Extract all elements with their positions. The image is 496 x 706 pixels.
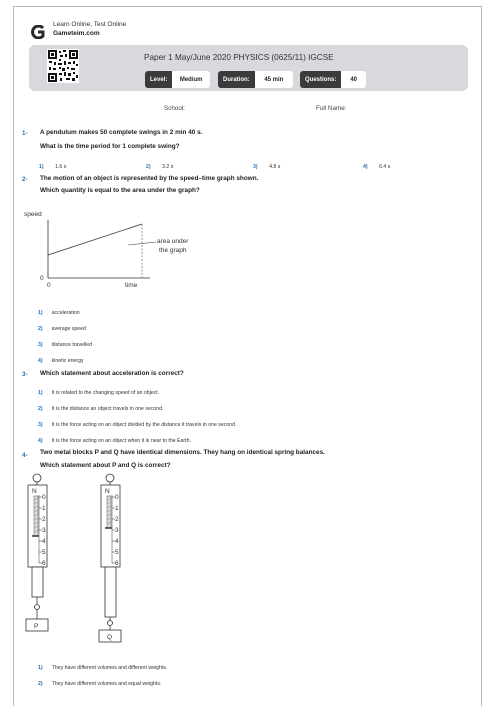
scale-mark: 3 — [115, 527, 119, 534]
graph-line — [48, 224, 142, 255]
graph-origin-y: 0 — [40, 275, 44, 282]
question-number: 3- — [22, 371, 28, 378]
scale-mark: 2 — [42, 516, 46, 523]
questions-badge — [300, 71, 366, 88]
qr-code-icon — [47, 49, 79, 83]
scale-mark: 6 — [115, 560, 119, 567]
level-label: Level: — [145, 71, 172, 88]
answer-option-4[interactable]: 4) It is the force acting on an object when it is near to the Earth. — [38, 438, 191, 444]
question-subtext: What is the time period for 1 complete swing? — [40, 143, 180, 150]
answer-option-1[interactable]: 1) 1.6 s — [39, 164, 67, 170]
questions-label: Questions: — [300, 71, 341, 88]
scale-mark: 5 — [115, 549, 119, 556]
answer-option-2[interactable]: 2) They have different volumes and equal weights. — [38, 681, 162, 687]
answer-option-3[interactable]: 3) It is the force acting on an object divided by the distance it travels in one second. — [38, 422, 237, 428]
question-text: The motion of an object is represented by the speed–time graph shown. — [40, 175, 259, 182]
graph-origin-x: 0 — [47, 282, 51, 289]
question-subtext: Which statement about P and Q is correct? — [40, 462, 171, 469]
graph-annotation-line2: the graph — [159, 247, 187, 254]
speed-time-graph — [20, 200, 220, 292]
answer-option-3[interactable]: 3) distance travelled — [38, 342, 92, 348]
spring-balance-q — [95, 473, 129, 645]
level-badge — [145, 71, 210, 88]
scale-mark: 4 — [115, 538, 119, 545]
question-subtext: Which quantity is equal to the area under the graph? — [40, 187, 200, 194]
scale-mark: 2 — [115, 516, 119, 523]
balance-rod — [32, 567, 43, 597]
questions-value: 40 — [341, 71, 366, 88]
gameteim-logo-icon — [30, 25, 46, 39]
spring-balance-p — [22, 473, 56, 633]
answer-option-1[interactable]: 1) They have different volumes and different weights. — [38, 665, 168, 671]
scale-mark: 4 — [42, 538, 46, 545]
scale-mark: 5 — [42, 549, 46, 556]
answer-option-2[interactable]: 2) 3.2 s — [146, 164, 174, 170]
hook-icon — [108, 621, 113, 626]
answer-option-1[interactable]: 1) It is related to the changing speed of an object. — [38, 390, 160, 396]
answer-option-3[interactable]: 3) 4.8 s — [253, 164, 281, 170]
question-text: Which statement about acceleration is correct? — [40, 370, 184, 377]
scale-mark: 3 — [42, 527, 46, 534]
duration-badge — [218, 71, 293, 88]
duration-value: 45 min — [255, 71, 293, 88]
spring-icon — [34, 496, 38, 536]
answer-option-4[interactable]: 4) 6.4 s — [363, 164, 391, 170]
graph-annotation-line1: area under — [157, 238, 189, 245]
scale-mark: 1 — [115, 505, 119, 512]
hook-ring-icon — [33, 474, 41, 482]
level-value: Medium — [172, 71, 210, 88]
answer-option-4[interactable]: 4) kinetic energy — [38, 358, 84, 364]
question-text: A pendulum makes 50 complete swings in 2 min 40 s. — [40, 129, 203, 136]
graph-x-label: time — [125, 282, 138, 289]
answer-option-2[interactable]: 2) average speed — [38, 326, 86, 332]
scale-mark: 0 — [115, 494, 119, 501]
scale-mark: 6 — [42, 560, 46, 567]
block-q-label: Q — [107, 634, 113, 641]
question-number: 1- — [22, 130, 28, 137]
question-text: Two metal blocks P and Q have identical dimensions. They hang on identical spring balances. — [40, 449, 325, 456]
balance-rod — [105, 567, 116, 617]
hook-icon — [35, 605, 40, 610]
question-number: 4- — [22, 452, 28, 459]
unit-label: N — [105, 488, 110, 495]
unit-label: N — [32, 488, 37, 495]
hook-ring-icon — [106, 474, 114, 482]
scale-mark: 1 — [42, 505, 46, 512]
scale-mark: 0 — [42, 494, 46, 501]
answer-option-2[interactable]: 2) It is the distance an object travels in one second. — [38, 406, 164, 412]
graph-y-label: speed — [24, 211, 42, 218]
duration-label: Duration: — [218, 71, 255, 88]
logo-site-name: Gameteim.com — [53, 30, 100, 37]
question-number: 2- — [22, 176, 28, 183]
block-p-label: P — [34, 623, 39, 630]
full-name-label: Full Name: — [316, 105, 347, 112]
answer-option-1[interactable]: 1) acceleration — [38, 310, 80, 316]
paper-title: Paper 1 May/June 2020 PHYSICS (0625/11) IGCSE — [144, 53, 334, 62]
school-label: School: — [164, 105, 186, 112]
logo-tagline: Learn Online, Test Online — [53, 21, 127, 28]
